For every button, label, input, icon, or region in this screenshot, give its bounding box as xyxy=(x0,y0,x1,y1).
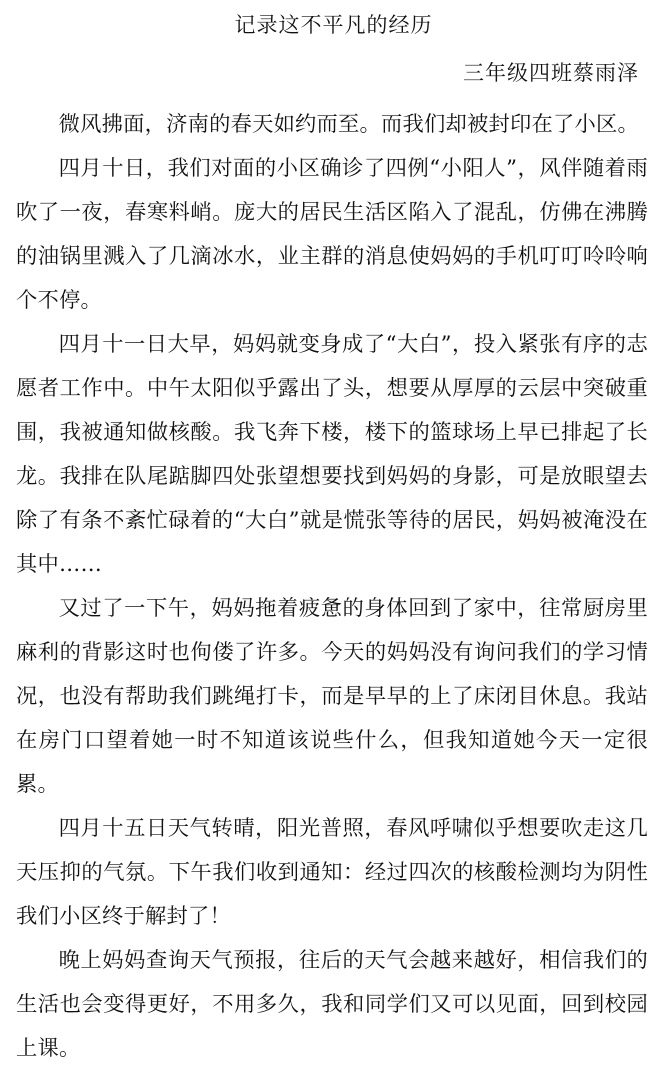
document-title: 记录这不平凡的经历 xyxy=(234,13,433,37)
paragraph-2: 四月十日，我们对面的小区确诊了四例“小阳人”，风伴随着雨吹了一夜，春寒料峭。庞大的居民生活区陷入了混乱，仿佛在沸腾的油锅里溅入了几滴冰水，业主群的消息使妈妈的手机叮叮呤呤响个不停。 xyxy=(16,156,648,313)
paragraph-6: 晚上妈妈查询天气预报，往后的天气会越来越好，相信我们的生活也会变得更好，不用多久，我和同学们又可以见面，回到校园上课。 xyxy=(16,948,648,1061)
document-author: 三年级四班蔡雨泽 xyxy=(463,61,639,85)
paragraph-1: 微风拂面，济南的春天如约而至。而我们却被封印在了小区。 xyxy=(58,112,640,137)
document-body xyxy=(16,103,648,1071)
paragraph-5: 四月十五日天气转晴，阳光普照，春风呼啸似乎想要吹走这几天压抑的气氛。下午我们收到通知：经过四次的核酸检测均为阴性我们小区终于解封了！ xyxy=(16,816,648,929)
paragraph-4: 又过了一下午，妈妈拖着疲惫的身体回到了家中，往常厨房里麻利的背影这时也佝偻了许多。今天的妈妈没有询问我们的学习情况，也没有帮助我们跳绳打卡，而是早早的上了床闭目休息。我站在房门口望着她一时不知道该说些什么，但我知道她今天一定很累。 xyxy=(16,596,648,797)
paragraph-3: 四月十一日大早，妈妈就变身成了“大白”，投入紧张有序的志愿者工作中。中午太阳似乎露出了头，想要从厚厚的云层中突破重围，我被通知做核酸。我飞奔下楼，楼下的篮球场上早已排起了长龙。我排在队尾踮脚四处张望想要找到妈妈的身影，可是放眼望去除了有条不紊忙碌着的“大白”就是慌张等待的居民，妈妈被淹没在其中…… xyxy=(16,332,648,577)
